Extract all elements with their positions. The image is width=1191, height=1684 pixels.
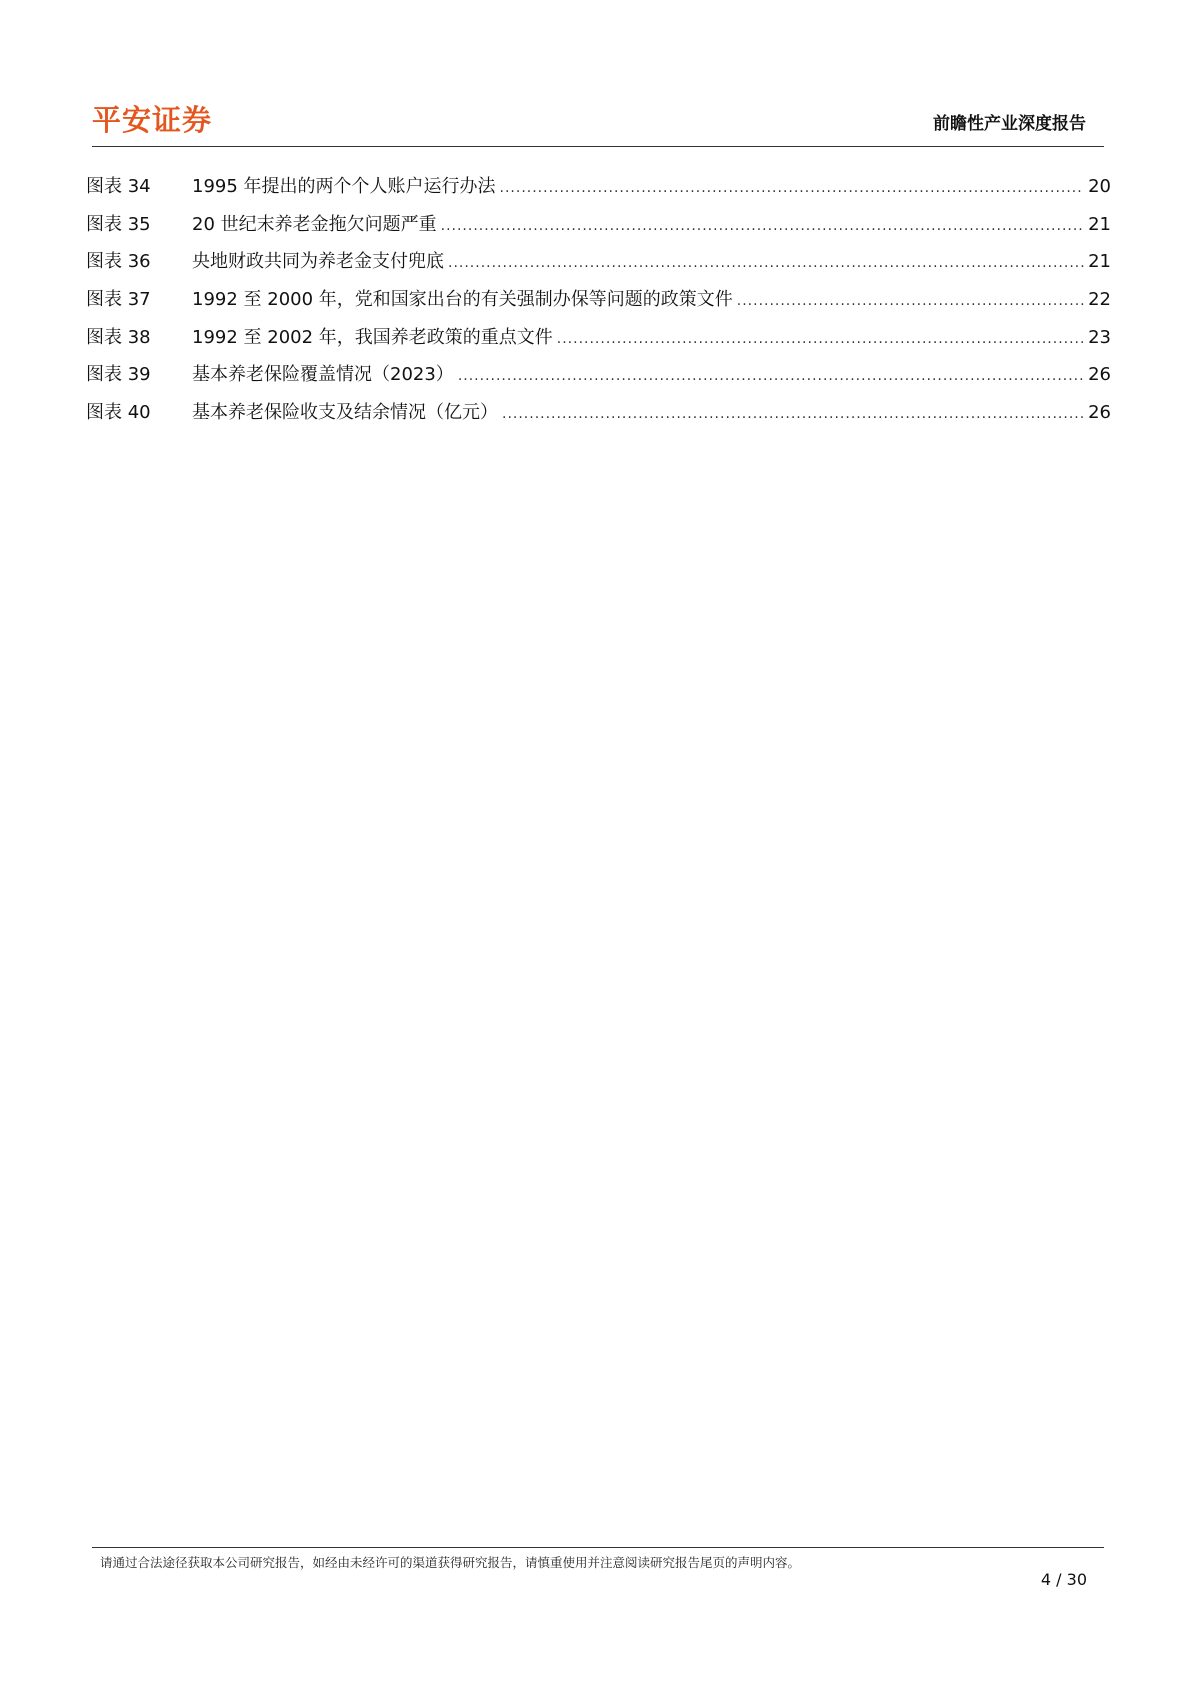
toc-entry-label: 图表 36	[86, 251, 151, 273]
toc-entry[interactable]	[86, 360, 1111, 398]
toc-entry-title: 1995 年提出的两个个人账户运行办法	[192, 176, 496, 197]
toc-entry-page: 26	[1088, 402, 1111, 424]
company-logo: 平安证券	[92, 103, 213, 137]
footer-disclaimer: 请通过合法途径获取本公司研究报告，如经由未经许可的渠道获得研究报告，请慎重使用并注意阅读研究报告尾页的声明内容。	[100, 1555, 801, 1570]
toc-leader-dots	[557, 331, 1084, 347]
toc-entry[interactable]	[86, 210, 1111, 248]
footer-divider	[92, 1547, 1104, 1548]
toc-entry-page: 26	[1088, 364, 1111, 386]
toc-entry-page: 21	[1088, 213, 1111, 235]
toc-entry[interactable]	[86, 285, 1111, 323]
toc-leader-dots	[500, 180, 1085, 196]
toc-entry-title: 1992 至 2000 年，党和国家出台的有关强制办保等问题的政策文件	[192, 289, 733, 311]
toc-leader-dots	[737, 293, 1084, 309]
page-number: 4 / 30	[1040, 1570, 1087, 1589]
toc-entry-page: 20	[1088, 176, 1111, 197]
toc-leader-dots	[448, 255, 1084, 271]
toc-entry[interactable]	[86, 398, 1111, 436]
toc-entry-label: 图表 40	[86, 402, 151, 424]
toc-entry[interactable]	[86, 323, 1111, 361]
toc-entry[interactable]	[86, 172, 1111, 210]
toc-leader-dots	[441, 218, 1084, 234]
toc-leader-dots	[502, 406, 1084, 422]
table-of-figures	[86, 172, 1111, 436]
toc-entry-page: 21	[1088, 251, 1111, 273]
header-divider	[92, 146, 1104, 147]
toc-entry-page: 22	[1088, 289, 1111, 311]
toc-entry-label: 图表 35	[86, 213, 151, 235]
toc-entry-page: 23	[1088, 326, 1111, 348]
toc-entry-label: 图表 39	[86, 364, 151, 386]
toc-entry-title: 央地财政共同为养老金支付兜底	[192, 251, 444, 273]
toc-entry-label: 图表 34	[86, 176, 151, 197]
report-type-label: 前瞻性产业深度报告	[933, 114, 1086, 134]
toc-leader-dots	[458, 368, 1084, 384]
toc-entry[interactable]	[86, 247, 1111, 285]
toc-entry-label: 图表 37	[86, 289, 151, 311]
toc-entry-title: 基本养老保险覆盖情况（2023）	[192, 364, 454, 386]
toc-entry-title: 1992 至 2002 年，我国养老政策的重点文件	[192, 326, 553, 348]
toc-entry-title: 20 世纪末养老金拖欠问题严重	[192, 213, 437, 235]
toc-entry-title: 基本养老保险收支及结余情况（亿元）	[192, 402, 498, 424]
toc-entry-label: 图表 38	[86, 326, 151, 348]
